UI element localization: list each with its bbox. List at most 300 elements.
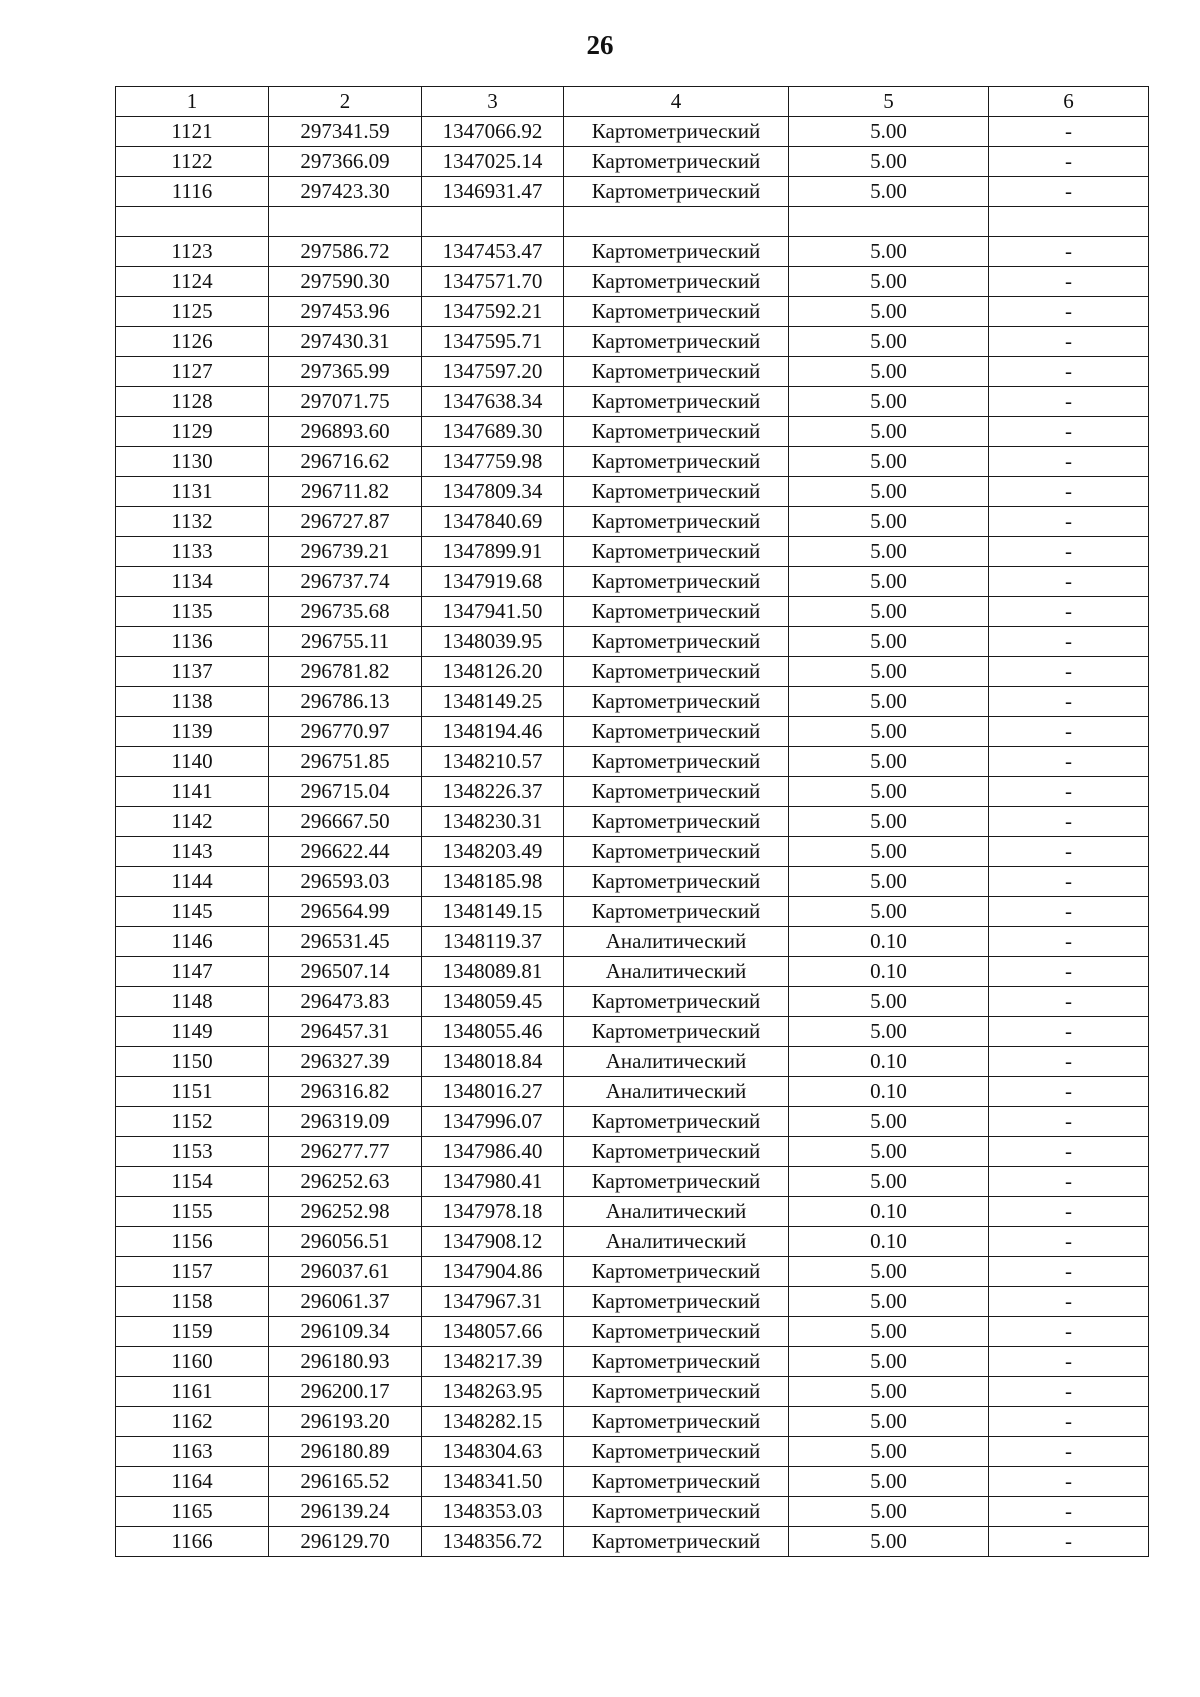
table-row [116,1137,1149,1167]
accuracy-cell: 5.00 [789,1017,989,1047]
note-cell: - [989,987,1149,1017]
note-cell: - [989,1227,1149,1257]
y-coordinate-cell: 1348119.37 [422,927,564,957]
table-row [116,1377,1149,1407]
note-cell: - [989,1077,1149,1107]
table-row [116,987,1149,1017]
point-number-cell [116,207,269,237]
x-coordinate-cell: 296755.11 [269,627,422,657]
table-row [116,657,1149,687]
accuracy-cell: 5.00 [789,477,989,507]
note-cell: - [989,1107,1149,1137]
note-cell: - [989,1527,1149,1557]
table-row [116,807,1149,837]
method-cell: Картометрический [564,897,789,927]
method-cell: Аналитический [564,1047,789,1077]
y-coordinate-cell: 1347689.30 [422,417,564,447]
table-row [116,1047,1149,1077]
method-cell: Картометрический [564,567,789,597]
table-row [116,747,1149,777]
x-coordinate-cell: 297586.72 [269,237,422,267]
note-cell: - [989,717,1149,747]
point-number-cell: 1155 [116,1197,269,1227]
x-coordinate-cell: 296109.34 [269,1317,422,1347]
method-cell: Картометрический [564,837,789,867]
note-cell: - [989,177,1149,207]
x-coordinate-cell: 296893.60 [269,417,422,447]
table-row [116,927,1149,957]
x-coordinate-cell: 296193.20 [269,1407,422,1437]
note-cell: - [989,837,1149,867]
table-row [116,117,1149,147]
point-number-cell: 1146 [116,927,269,957]
accuracy-cell: 0.10 [789,1047,989,1077]
y-coordinate-cell: 1347066.92 [422,117,564,147]
y-coordinate-cell: 1348185.98 [422,867,564,897]
x-coordinate-cell: 296751.85 [269,747,422,777]
point-number-cell: 1133 [116,537,269,567]
point-number-cell: 1130 [116,447,269,477]
method-cell: Картометрический [564,627,789,657]
accuracy-cell: 5.00 [789,1347,989,1377]
method-cell: Картометрический [564,297,789,327]
method-cell: Картометрический [564,747,789,777]
accuracy-cell: 5.00 [789,1527,989,1557]
method-cell: Картометрический [564,1287,789,1317]
note-cell: - [989,417,1149,447]
note-cell: - [989,657,1149,687]
note-cell: - [989,1197,1149,1227]
table-row [116,1467,1149,1497]
table-row [116,1437,1149,1467]
table-row [116,537,1149,567]
method-cell: Картометрический [564,387,789,417]
accuracy-cell: 5.00 [789,627,989,657]
y-coordinate-cell: 1348126.20 [422,657,564,687]
y-coordinate-cell: 1348230.31 [422,807,564,837]
accuracy-cell: 5.00 [789,1467,989,1497]
x-coordinate-cell: 296457.31 [269,1017,422,1047]
note-cell: - [989,1467,1149,1497]
method-cell: Картометрический [564,117,789,147]
accuracy-cell: 5.00 [789,237,989,267]
x-coordinate-cell: 296711.82 [269,477,422,507]
point-number-cell: 1151 [116,1077,269,1107]
y-coordinate-cell: 1347453.47 [422,237,564,267]
note-cell: - [989,147,1149,177]
note-cell: - [989,1167,1149,1197]
method-cell: Картометрический [564,657,789,687]
note-cell: - [989,957,1149,987]
note-cell: - [989,897,1149,927]
note-cell: - [989,117,1149,147]
table-row [116,687,1149,717]
method-cell: Картометрический [564,1467,789,1497]
method-cell: Аналитический [564,1077,789,1107]
method-cell: Картометрический [564,777,789,807]
point-number-cell: 1149 [116,1017,269,1047]
accuracy-cell: 5.00 [789,567,989,597]
x-coordinate-cell: 296165.52 [269,1467,422,1497]
column-header: 6 [989,87,1149,117]
column-header: 2 [269,87,422,117]
x-coordinate-cell: 297430.31 [269,327,422,357]
y-coordinate-cell: 1347980.41 [422,1167,564,1197]
y-coordinate-cell: 1348356.72 [422,1527,564,1557]
point-number-cell: 1137 [116,657,269,687]
x-coordinate-cell: 297365.99 [269,357,422,387]
note-cell: - [989,1257,1149,1287]
note-cell: - [989,627,1149,657]
y-coordinate-cell: 1348057.66 [422,1317,564,1347]
y-coordinate-cell: 1347840.69 [422,507,564,537]
method-cell: Картометрический [564,237,789,267]
table-header [116,87,1149,117]
table-row [116,357,1149,387]
note-cell: - [989,1047,1149,1077]
y-coordinate-cell: 1348341.50 [422,1467,564,1497]
point-number-cell: 1124 [116,267,269,297]
accuracy-cell: 5.00 [789,987,989,1017]
note-cell: - [989,1497,1149,1527]
note-cell: - [989,507,1149,537]
table-row [116,207,1149,237]
y-coordinate-cell: 1347638.34 [422,387,564,417]
note-cell: - [989,1017,1149,1047]
point-number-cell: 1157 [116,1257,269,1287]
point-number-cell: 1122 [116,147,269,177]
table-row [116,477,1149,507]
note-cell: - [989,297,1149,327]
accuracy-cell: 5.00 [789,537,989,567]
y-coordinate-cell: 1347809.34 [422,477,564,507]
accuracy-cell: 0.10 [789,1077,989,1107]
x-coordinate-cell: 296622.44 [269,837,422,867]
x-coordinate-cell: 296727.87 [269,507,422,537]
point-number-cell: 1131 [116,477,269,507]
method-cell: Картометрический [564,477,789,507]
point-number-cell: 1135 [116,597,269,627]
y-coordinate-cell: 1347904.86 [422,1257,564,1287]
method-cell: Картометрический [564,717,789,747]
x-coordinate-cell: 296770.97 [269,717,422,747]
y-coordinate-cell: 1347571.70 [422,267,564,297]
x-coordinate-cell: 296715.04 [269,777,422,807]
point-number-cell: 1160 [116,1347,269,1377]
method-cell: Картометрический [564,447,789,477]
accuracy-cell: 5.00 [789,147,989,177]
y-coordinate-cell: 1347941.50 [422,597,564,627]
table-row [116,627,1149,657]
point-number-cell: 1132 [116,507,269,537]
table-row [116,1317,1149,1347]
point-number-cell: 1163 [116,1437,269,1467]
accuracy-cell [789,207,989,237]
y-coordinate-cell: 1347592.21 [422,297,564,327]
y-coordinate-cell: 1347967.31 [422,1287,564,1317]
table-row [116,1227,1149,1257]
accuracy-cell: 5.00 [789,867,989,897]
page-number: 26 [586,30,614,60]
accuracy-cell: 5.00 [789,897,989,927]
x-coordinate-cell: 296737.74 [269,567,422,597]
method-cell: Картометрический [564,1257,789,1287]
x-coordinate-cell: 296200.17 [269,1377,422,1407]
method-cell: Картометрический [564,1437,789,1467]
point-number-cell: 1164 [116,1467,269,1497]
accuracy-cell: 5.00 [789,807,989,837]
y-coordinate-cell: 1348210.57 [422,747,564,777]
accuracy-cell: 5.00 [789,507,989,537]
method-cell: Картометрический [564,807,789,837]
table-row [116,1497,1149,1527]
table-row [116,327,1149,357]
x-coordinate-cell [269,207,422,237]
table-row [116,597,1149,627]
x-coordinate-cell: 296786.13 [269,687,422,717]
accuracy-cell: 5.00 [789,1317,989,1347]
y-coordinate-cell: 1348304.63 [422,1437,564,1467]
note-cell: - [989,807,1149,837]
table-row [116,897,1149,927]
y-coordinate-cell: 1348039.95 [422,627,564,657]
method-cell: Картометрический [564,867,789,897]
point-number-cell: 1159 [116,1317,269,1347]
point-number-cell: 1140 [116,747,269,777]
accuracy-cell: 5.00 [789,717,989,747]
table-row [116,267,1149,297]
x-coordinate-cell: 296316.82 [269,1077,422,1107]
method-cell: Картометрический [564,1347,789,1377]
accuracy-cell: 5.00 [789,447,989,477]
accuracy-cell: 5.00 [789,297,989,327]
x-coordinate-cell: 296531.45 [269,927,422,957]
table-row [116,1077,1149,1107]
point-number-cell: 1158 [116,1287,269,1317]
y-coordinate-cell: 1347978.18 [422,1197,564,1227]
accuracy-cell: 5.00 [789,1167,989,1197]
table-row [116,507,1149,537]
x-coordinate-cell: 296252.98 [269,1197,422,1227]
y-coordinate-cell: 1348089.81 [422,957,564,987]
x-coordinate-cell: 296056.51 [269,1227,422,1257]
point-number-cell: 1129 [116,417,269,447]
method-cell: Картометрический [564,417,789,447]
y-coordinate-cell: 1348263.95 [422,1377,564,1407]
note-cell: - [989,1137,1149,1167]
point-number-cell: 1139 [116,717,269,747]
x-coordinate-cell: 296180.89 [269,1437,422,1467]
point-number-cell: 1166 [116,1527,269,1557]
note-cell: - [989,447,1149,477]
method-cell: Картометрический [564,1527,789,1557]
method-cell: Картометрический [564,597,789,627]
note-cell: - [989,747,1149,777]
accuracy-cell: 5.00 [789,1407,989,1437]
x-coordinate-cell: 297071.75 [269,387,422,417]
accuracy-cell: 5.00 [789,417,989,447]
method-cell [564,207,789,237]
method-cell: Аналитический [564,1227,789,1257]
table-row [116,387,1149,417]
y-coordinate-cell: 1348203.49 [422,837,564,867]
table-row [116,177,1149,207]
x-coordinate-cell: 296564.99 [269,897,422,927]
point-number-cell: 1150 [116,1047,269,1077]
table-row [116,1347,1149,1377]
y-coordinate-cell: 1347025.14 [422,147,564,177]
accuracy-cell: 5.00 [789,687,989,717]
method-cell: Картометрический [564,1107,789,1137]
table-row [116,567,1149,597]
table-row [116,147,1149,177]
x-coordinate-cell: 296277.77 [269,1137,422,1167]
note-cell: - [989,357,1149,387]
method-cell: Картометрический [564,687,789,717]
x-coordinate-cell: 297366.09 [269,147,422,177]
table-row [116,867,1149,897]
table-row [116,837,1149,867]
note-cell: - [989,927,1149,957]
note-cell: - [989,1347,1149,1377]
method-cell: Картометрический [564,1497,789,1527]
note-cell: - [989,387,1149,417]
note-cell: - [989,1287,1149,1317]
method-cell: Картометрический [564,1017,789,1047]
x-coordinate-cell: 296037.61 [269,1257,422,1287]
point-number-cell: 1165 [116,1497,269,1527]
table-row [116,1017,1149,1047]
accuracy-cell: 5.00 [789,1437,989,1467]
note-cell: - [989,477,1149,507]
note-cell: - [989,567,1149,597]
y-coordinate-cell: 1348353.03 [422,1497,564,1527]
x-coordinate-cell: 297341.59 [269,117,422,147]
note-cell: - [989,327,1149,357]
table-row [116,1197,1149,1227]
x-coordinate-cell: 296319.09 [269,1107,422,1137]
x-coordinate-cell: 296667.50 [269,807,422,837]
y-coordinate-cell: 1347597.20 [422,357,564,387]
method-cell: Аналитический [564,957,789,987]
y-coordinate-cell: 1347595.71 [422,327,564,357]
x-coordinate-cell: 296781.82 [269,657,422,687]
x-coordinate-cell: 296327.39 [269,1047,422,1077]
method-cell: Картометрический [564,327,789,357]
method-cell: Картометрический [564,537,789,567]
table-row [116,1287,1149,1317]
accuracy-cell: 5.00 [789,777,989,807]
point-number-cell: 1141 [116,777,269,807]
x-coordinate-cell: 296739.21 [269,537,422,567]
table-row [116,1407,1149,1437]
y-coordinate-cell: 1347996.07 [422,1107,564,1137]
table-row [116,297,1149,327]
point-number-cell: 1138 [116,687,269,717]
point-number-cell: 1154 [116,1167,269,1197]
point-number-cell: 1147 [116,957,269,987]
accuracy-cell: 5.00 [789,357,989,387]
y-coordinate-cell: 1348226.37 [422,777,564,807]
point-number-cell: 1116 [116,177,269,207]
x-coordinate-cell: 296716.62 [269,447,422,477]
table-body [116,117,1149,1557]
method-cell: Картометрический [564,987,789,1017]
method-cell: Картометрический [564,1137,789,1167]
y-coordinate-cell: 1348055.46 [422,1017,564,1047]
table-row [116,1257,1149,1287]
y-coordinate-cell: 1348217.39 [422,1347,564,1377]
point-number-cell: 1123 [116,237,269,267]
accuracy-cell: 5.00 [789,1257,989,1287]
x-coordinate-cell: 297423.30 [269,177,422,207]
point-number-cell: 1143 [116,837,269,867]
y-coordinate-cell: 1348282.15 [422,1407,564,1437]
y-coordinate-cell: 1348194.46 [422,717,564,747]
y-coordinate-cell: 1347899.91 [422,537,564,567]
note-cell: - [989,597,1149,627]
point-number-cell: 1145 [116,897,269,927]
accuracy-cell: 5.00 [789,1377,989,1407]
note-cell: - [989,1377,1149,1407]
y-coordinate-cell: 1348018.84 [422,1047,564,1077]
x-coordinate-cell: 297453.96 [269,297,422,327]
y-coordinate-cell: 1346931.47 [422,177,564,207]
note-cell: - [989,537,1149,567]
accuracy-cell: 5.00 [789,1137,989,1167]
column-header: 1 [116,87,269,117]
accuracy-cell: 0.10 [789,957,989,987]
table-row [116,417,1149,447]
accuracy-cell: 0.10 [789,927,989,957]
table-row [116,717,1149,747]
method-cell: Картометрический [564,147,789,177]
y-coordinate-cell: 1347986.40 [422,1137,564,1167]
x-coordinate-cell: 296507.14 [269,957,422,987]
note-cell: - [989,867,1149,897]
note-cell: - [989,1407,1149,1437]
point-number-cell: 1125 [116,297,269,327]
x-coordinate-cell: 296061.37 [269,1287,422,1317]
method-cell: Картометрический [564,507,789,537]
y-coordinate-cell: 1348149.25 [422,687,564,717]
point-number-cell: 1152 [116,1107,269,1137]
method-cell: Картометрический [564,267,789,297]
note-cell: - [989,1317,1149,1347]
method-cell: Картометрический [564,177,789,207]
table-row [116,237,1149,267]
table-row [116,1527,1149,1557]
note-cell: - [989,267,1149,297]
accuracy-cell: 5.00 [789,327,989,357]
point-number-cell: 1134 [116,567,269,597]
y-coordinate-cell: 1347759.98 [422,447,564,477]
note-cell: - [989,1437,1149,1467]
accuracy-cell: 5.00 [789,177,989,207]
point-number-cell: 1148 [116,987,269,1017]
x-coordinate-cell: 296139.24 [269,1497,422,1527]
y-coordinate-cell: 1348059.45 [422,987,564,1017]
table-row [116,777,1149,807]
accuracy-cell: 5.00 [789,657,989,687]
header-row [116,87,1149,117]
x-coordinate-cell: 297590.30 [269,267,422,297]
method-cell: Картометрический [564,1317,789,1347]
x-coordinate-cell: 296473.83 [269,987,422,1017]
coordinates-table [115,86,1149,1557]
point-number-cell: 1153 [116,1137,269,1167]
point-number-cell: 1136 [116,627,269,657]
